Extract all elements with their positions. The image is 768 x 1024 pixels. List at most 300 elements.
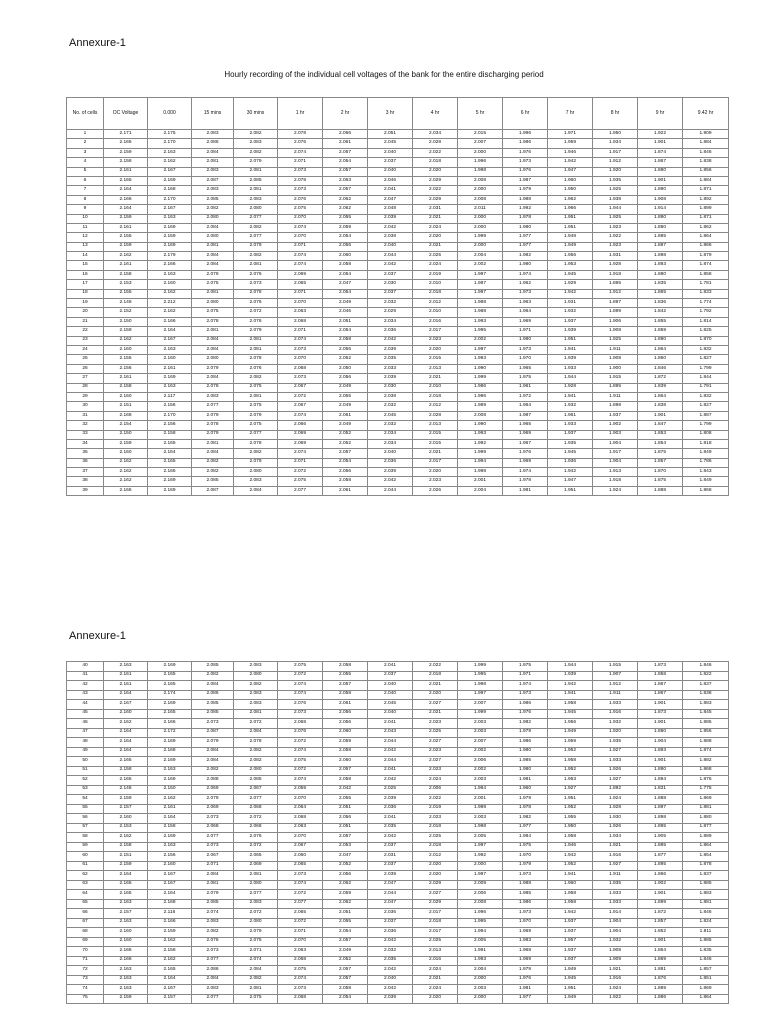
- voltage-cell: 2.087: [192, 486, 234, 495]
- voltage-cell: 1.969: [503, 928, 548, 938]
- voltage-cell: 2.073: [234, 280, 278, 289]
- table-row: [67, 795, 729, 805]
- voltage-cell: 1.984: [458, 785, 503, 795]
- voltage-cell: 2.157: [104, 909, 148, 919]
- voltage-cell: 1.862: [683, 223, 729, 232]
- cell-number: 29: [67, 392, 104, 401]
- voltage-cell: 2.037: [368, 289, 413, 298]
- cell-number: 52: [67, 776, 104, 786]
- voltage-cell: 1.962: [503, 280, 548, 289]
- voltage-cell: 1.791: [683, 383, 729, 392]
- voltage-cell: 2.069: [234, 861, 278, 871]
- voltage-cell: 2.162: [148, 956, 192, 966]
- page-title-annexure: Annexure-1: [69, 37, 126, 49]
- voltage-cell: 1.945: [548, 709, 593, 719]
- table-row: [67, 719, 729, 729]
- voltage-cell: 1.907: [593, 671, 638, 681]
- voltage-cell: 2.162: [104, 477, 148, 486]
- voltage-cell: 2.163: [148, 842, 192, 852]
- header-time-15m: 15 mins: [192, 98, 234, 130]
- voltage-cell: 2.034: [413, 130, 458, 139]
- voltage-cell: 2.082: [192, 205, 234, 214]
- voltage-cell: 2.000: [458, 994, 503, 1004]
- voltage-cell: 2.085: [234, 176, 278, 185]
- voltage-cell: 2.008: [458, 899, 503, 909]
- voltage-cell: 1.832: [683, 392, 729, 401]
- voltage-cell: 1.965: [503, 364, 548, 373]
- voltage-cell: 2.081: [192, 880, 234, 890]
- table-row: [67, 421, 729, 430]
- voltage-cell: 2.084: [192, 374, 234, 383]
- voltage-cell: 2.083: [192, 186, 234, 195]
- voltage-cell: 1.818: [683, 439, 729, 448]
- table-row: [67, 861, 729, 871]
- voltage-cell: 2.044: [368, 890, 413, 900]
- voltage-cell: 1.981: [503, 776, 548, 786]
- voltage-cell: 2.084: [192, 336, 234, 345]
- cell-number: 51: [67, 766, 104, 776]
- voltage-cell: 1.799: [683, 421, 729, 430]
- voltage-cell: 2.081: [234, 186, 278, 195]
- voltage-cell: 1.886: [638, 994, 683, 1004]
- voltage-cell: 2.165: [104, 139, 148, 148]
- voltage-cell: 1.856: [683, 167, 729, 176]
- voltage-cell: 2.083: [234, 195, 278, 204]
- table-row: [67, 158, 729, 167]
- voltage-cell: 1.874: [638, 148, 683, 157]
- table-row: [67, 899, 729, 909]
- voltage-cell: 2.159: [104, 795, 148, 805]
- voltage-cell: 2.017: [413, 909, 458, 919]
- voltage-cell: 2.080: [234, 766, 278, 776]
- voltage-cell: 1.881: [683, 899, 729, 909]
- voltage-cell: 2.067: [234, 785, 278, 795]
- voltage-cell: 1.993: [458, 355, 503, 364]
- voltage-cell: 1.895: [593, 383, 638, 392]
- voltage-cell: 2.049: [323, 383, 368, 392]
- voltage-cell: 1.976: [503, 167, 548, 176]
- voltage-cell: 1.987: [503, 176, 548, 185]
- voltage-cell: 1.827: [683, 355, 729, 364]
- voltage-cell: 2.072: [278, 671, 323, 681]
- voltage-cell: 1.871: [683, 186, 729, 195]
- voltage-cell: 1.942: [548, 909, 593, 919]
- voltage-cell: 2.002: [458, 766, 503, 776]
- cell-number: 54: [67, 795, 104, 805]
- table-row: [67, 195, 729, 204]
- voltage-cell: 1.901: [638, 719, 683, 729]
- voltage-cell: 1.938: [593, 195, 638, 204]
- voltage-cell: 1.872: [638, 909, 683, 919]
- voltage-cell: 1.998: [458, 823, 503, 833]
- header-time-0: 0.000: [148, 98, 192, 130]
- voltage-cell: 2.036: [368, 804, 413, 814]
- voltage-cell: 2.078: [278, 130, 323, 139]
- voltage-cell: 1.942: [548, 289, 593, 298]
- voltage-cell: 1.909: [683, 130, 729, 139]
- voltage-cell: 2.082: [192, 458, 234, 467]
- voltage-cell: 1.973: [503, 289, 548, 298]
- voltage-cell: 1.960: [503, 785, 548, 795]
- voltage-cell: 2.042: [323, 785, 368, 795]
- voltage-cell: 2.081: [234, 871, 278, 881]
- voltage-cell: 2.072: [278, 890, 323, 900]
- voltage-cell: 2.041: [368, 186, 413, 195]
- header-time-9h: 9 hr: [638, 98, 683, 130]
- voltage-cell: 1.888: [683, 738, 729, 748]
- voltage-cell: 1.941: [548, 871, 593, 881]
- cell-number: 58: [67, 833, 104, 843]
- voltage-cell: 1.920: [593, 167, 638, 176]
- voltage-cell: 2.037: [368, 842, 413, 852]
- voltage-cell: 2.055: [323, 671, 368, 681]
- voltage-cell: 2.160: [104, 928, 148, 938]
- voltage-cell: 1.985: [503, 890, 548, 900]
- voltage-cell: 1.990: [458, 364, 503, 373]
- table-row: [67, 709, 729, 719]
- voltage-cell: 2.025: [413, 728, 458, 738]
- voltage-cell: 2.084: [192, 449, 234, 458]
- voltage-cell: 2.159: [104, 242, 148, 251]
- cell-number: 56: [67, 814, 104, 824]
- cell-number: 42: [67, 681, 104, 691]
- voltage-cell: 1.775: [683, 785, 729, 795]
- voltage-cell: 2.075: [278, 662, 323, 672]
- header-cells: No. of cells: [67, 98, 104, 130]
- header-time-9-42h: 9.42 hr: [683, 98, 729, 130]
- cell-number: 20: [67, 308, 104, 317]
- voltage-cell: 2.047: [368, 195, 413, 204]
- voltage-cell: 2.163: [148, 148, 192, 157]
- voltage-cell: 2.077: [234, 890, 278, 900]
- header-time-7h: 7 hr: [548, 98, 593, 130]
- voltage-cell: 2.045: [368, 139, 413, 148]
- voltage-cell: 2.164: [148, 449, 192, 458]
- voltage-cell: 1.967: [503, 439, 548, 448]
- voltage-cell: 2.167: [104, 700, 148, 710]
- voltage-cell: 1.950: [593, 130, 638, 139]
- voltage-cell: 2.023: [413, 719, 458, 729]
- voltage-cell: 2.163: [148, 345, 192, 354]
- voltage-cell: 2.071: [234, 947, 278, 957]
- table-row: [67, 776, 729, 786]
- voltage-cell: 1.975: [503, 842, 548, 852]
- voltage-cell: 2.072: [278, 738, 323, 748]
- voltage-cell: 2.159: [104, 148, 148, 157]
- voltage-cell: 1.849: [683, 477, 729, 486]
- voltage-cell: 2.008: [458, 411, 503, 420]
- voltage-cell: 2.054: [323, 928, 368, 938]
- voltage-cell: 1.946: [548, 842, 593, 852]
- voltage-cell: 2.042: [368, 966, 413, 976]
- voltage-cell: 2.076: [234, 364, 278, 373]
- voltage-cell: 1.966: [548, 205, 593, 214]
- voltage-cell: 2.028: [413, 139, 458, 148]
- voltage-cell: 1.900: [593, 364, 638, 373]
- voltage-cell: 1.958: [548, 757, 593, 767]
- voltage-cell: 2.082: [234, 449, 278, 458]
- voltage-cell: 1.912: [593, 289, 638, 298]
- table-row: [67, 345, 729, 354]
- voltage-cell: 2.156: [148, 402, 192, 411]
- cell-number: 44: [67, 700, 104, 710]
- cell-number: 59: [67, 842, 104, 852]
- voltage-cell: 1.975: [503, 662, 548, 672]
- voltage-cell: 2.072: [234, 842, 278, 852]
- voltage-cell: 2.005: [458, 833, 503, 843]
- voltage-cell: 1.982: [503, 814, 548, 824]
- voltage-cell: 1.857: [638, 918, 683, 928]
- voltage-cell: 2.156: [148, 421, 192, 430]
- voltage-cell: 2.074: [278, 148, 323, 157]
- voltage-cell: 2.158: [104, 270, 148, 279]
- cell-number: 6: [67, 176, 104, 185]
- voltage-cell: 2.075: [192, 308, 234, 317]
- voltage-cell: 1.949: [548, 242, 593, 251]
- cell-number: 25: [67, 355, 104, 364]
- cell-number: 49: [67, 747, 104, 757]
- voltage-cell: 1.939: [548, 355, 593, 364]
- voltage-cell: 2.169: [148, 833, 192, 843]
- voltage-cell: 1.997: [458, 690, 503, 700]
- voltage-cell: 2.084: [192, 975, 234, 985]
- voltage-cell: 1.995: [458, 327, 503, 336]
- voltage-cell: 1.949: [548, 728, 593, 738]
- voltage-cell: 1.996: [458, 392, 503, 401]
- voltage-cell: 1.950: [548, 823, 593, 833]
- voltage-cell: 2.017: [413, 928, 458, 938]
- voltage-cell: 1.958: [548, 833, 593, 843]
- voltage-cell: 1.873: [638, 709, 683, 719]
- voltage-cell: 2.051: [323, 909, 368, 919]
- voltage-cell: 2.052: [323, 430, 368, 439]
- voltage-cell: 1.987: [458, 280, 503, 289]
- voltage-cell: 2.042: [368, 336, 413, 345]
- voltage-cell: 2.045: [368, 700, 413, 710]
- cell-number: 57: [67, 823, 104, 833]
- voltage-cell: 2.075: [278, 757, 323, 767]
- voltage-cell: 2.055: [323, 392, 368, 401]
- voltage-cell: 2.168: [148, 747, 192, 757]
- voltage-cell: 1.979: [503, 966, 548, 976]
- voltage-cell: 2.077: [234, 214, 278, 223]
- table-row: [67, 728, 729, 738]
- cell-number: 5: [67, 167, 104, 176]
- cell-number: 37: [67, 468, 104, 477]
- voltage-cell: 2.071: [278, 458, 323, 467]
- voltage-cell: 2.152: [104, 308, 148, 317]
- voltage-cell: 1.999: [458, 374, 503, 383]
- voltage-cell: 1.880: [638, 167, 683, 176]
- voltage-cell: 1.902: [593, 421, 638, 430]
- voltage-cell: 2.072: [234, 308, 278, 317]
- cell-number: 30: [67, 402, 104, 411]
- voltage-cell: 2.164: [148, 327, 192, 336]
- voltage-cell: 2.017: [413, 327, 458, 336]
- voltage-cell: 1.827: [683, 402, 729, 411]
- voltage-cell: 2.040: [368, 709, 413, 719]
- voltage-cell: 1.917: [593, 148, 638, 157]
- voltage-cell: 2.036: [368, 909, 413, 919]
- voltage-cell: 2.082: [234, 681, 278, 691]
- voltage-cell: 2.073: [192, 947, 234, 957]
- voltage-cell: 2.078: [234, 289, 278, 298]
- voltage-cell: 2.039: [368, 214, 413, 223]
- voltage-cell: 2.078: [234, 355, 278, 364]
- voltage-cell: 2.068: [278, 956, 323, 966]
- voltage-cell: 2.162: [104, 833, 148, 843]
- voltage-cell: 2.062: [323, 899, 368, 909]
- cell-number: 53: [67, 785, 104, 795]
- table-row: [67, 289, 729, 298]
- voltage-cell: 2.162: [148, 308, 192, 317]
- voltage-cell: 1.837: [683, 681, 729, 691]
- voltage-cell: 2.015: [413, 439, 458, 448]
- voltage-cell: 1.808: [683, 430, 729, 439]
- voltage-cell: 2.163: [104, 662, 148, 672]
- voltage-cell: 2.076: [278, 728, 323, 738]
- voltage-cell: 1.970: [503, 918, 548, 928]
- voltage-cell: 2.042: [368, 985, 413, 995]
- voltage-cell: 2.146: [104, 785, 148, 795]
- voltage-cell: 2.175: [148, 130, 192, 139]
- header-row: [67, 98, 729, 130]
- voltage-cell: 2.160: [104, 449, 148, 458]
- voltage-cell: 2.080: [234, 880, 278, 890]
- voltage-cell: 1.993: [458, 317, 503, 326]
- voltage-cell: 2.083: [192, 130, 234, 139]
- voltage-cell: 2.029: [368, 308, 413, 317]
- voltage-cell: 2.057: [323, 167, 368, 176]
- voltage-cell: 1.942: [548, 681, 593, 691]
- voltage-cell: 2.071: [278, 158, 323, 167]
- cell-number: 38: [67, 477, 104, 486]
- voltage-cell: 2.040: [368, 975, 413, 985]
- voltage-cell: 1.942: [548, 158, 593, 167]
- voltage-cell: 1.885: [638, 842, 683, 852]
- voltage-cell: 2.053: [323, 842, 368, 852]
- voltage-cell: 2.165: [104, 776, 148, 786]
- voltage-cell: 1.872: [638, 374, 683, 383]
- table-row: [67, 681, 729, 691]
- voltage-cell: 1.885: [683, 937, 729, 947]
- voltage-cell: 1.947: [548, 167, 593, 176]
- voltage-cell: 2.153: [104, 280, 148, 289]
- voltage-cell: 1.859: [638, 327, 683, 336]
- voltage-cell: 2.169: [148, 374, 192, 383]
- voltage-cell: 2.179: [148, 252, 192, 261]
- voltage-cell: 2.018: [413, 158, 458, 167]
- voltage-cell: 1.933: [593, 757, 638, 767]
- voltage-cell: 2.075: [234, 994, 278, 1004]
- voltage-cell: 2.068: [278, 719, 323, 729]
- header-time-8h: 8 hr: [593, 98, 638, 130]
- voltage-cell: 2.083: [234, 662, 278, 672]
- voltage-cell: 1.970: [503, 852, 548, 862]
- voltage-cell: 1.986: [503, 899, 548, 909]
- voltage-cell: 2.070: [278, 233, 323, 242]
- voltage-cell: 1.845: [683, 709, 729, 719]
- voltage-cell: 2.079: [234, 242, 278, 251]
- voltage-cell: 2.021: [413, 709, 458, 719]
- voltage-cell: 1.843: [683, 468, 729, 477]
- table-row: [67, 804, 729, 814]
- voltage-cell: 2.024: [413, 223, 458, 232]
- table-row: [67, 327, 729, 336]
- voltage-cell: 2.084: [192, 345, 234, 354]
- voltage-cell: 1.970: [503, 355, 548, 364]
- voltage-cell: 2.057: [323, 966, 368, 976]
- voltage-cell: 1.898: [638, 814, 683, 824]
- voltage-cell: 2.064: [278, 804, 323, 814]
- voltage-cell: 1.958: [548, 890, 593, 900]
- voltage-cell: 2.150: [148, 785, 192, 795]
- voltage-cell: 1.953: [548, 776, 593, 786]
- voltage-cell: 2.079: [192, 411, 234, 420]
- voltage-cell: 1.870: [683, 336, 729, 345]
- voltage-cell: 2.020: [413, 994, 458, 1004]
- voltage-cell: 1.995: [458, 671, 503, 681]
- voltage-cell: 1.904: [593, 918, 638, 928]
- voltage-cell: 2.162: [104, 468, 148, 477]
- voltage-cell: 1.971: [503, 671, 548, 681]
- voltage-cell: 2.159: [104, 327, 148, 336]
- voltage-cell: 1.916: [593, 975, 638, 985]
- voltage-cell: 1.980: [503, 336, 548, 345]
- cell-number: 35: [67, 449, 104, 458]
- voltage-cell: 2.079: [234, 327, 278, 336]
- cell-number: 64: [67, 890, 104, 900]
- cell-number: 69: [67, 937, 104, 947]
- voltage-cell: 2.072: [234, 909, 278, 919]
- voltage-cell: 1.905: [638, 833, 683, 843]
- voltage-cell: 1.998: [458, 681, 503, 691]
- voltage-cell: 2.041: [368, 662, 413, 672]
- voltage-cell: 1.858: [683, 270, 729, 279]
- voltage-cell: 2.018: [413, 289, 458, 298]
- voltage-cell: 2.164: [104, 738, 148, 748]
- voltage-cell: 2.043: [368, 728, 413, 738]
- voltage-cell: 2.068: [278, 364, 323, 373]
- voltage-cell: 2.041: [368, 814, 413, 824]
- table-row: [67, 690, 729, 700]
- voltage-cell: 2.007: [458, 738, 503, 748]
- voltage-cell: 1.951: [548, 795, 593, 805]
- voltage-cell: 1.929: [548, 280, 593, 289]
- cell-number: 62: [67, 871, 104, 881]
- voltage-cell: 2.075: [234, 421, 278, 430]
- voltage-cell: 1.961: [503, 383, 548, 392]
- voltage-cell: 2.028: [413, 411, 458, 420]
- voltage-cell: 2.063: [278, 308, 323, 317]
- voltage-cell: 2.010: [413, 383, 458, 392]
- voltage-cell: 2.082: [192, 468, 234, 477]
- cell-number: 31: [67, 411, 104, 420]
- voltage-cell: 2.082: [234, 975, 278, 985]
- voltage-cell: 2.054: [323, 270, 368, 279]
- voltage-cell: 1.906: [593, 317, 638, 326]
- voltage-cell: 1.911: [593, 392, 638, 401]
- voltage-cell: 2.049: [323, 947, 368, 957]
- voltage-cell: 2.158: [104, 383, 148, 392]
- cell-number: 7: [67, 186, 104, 195]
- voltage-cell: 2.016: [413, 956, 458, 966]
- voltage-cell: 1.998: [458, 468, 503, 477]
- table-row: [67, 402, 729, 411]
- voltage-cell: 1.868: [683, 486, 729, 495]
- voltage-cell: 2.044: [368, 757, 413, 767]
- voltage-cell: 1.993: [458, 430, 503, 439]
